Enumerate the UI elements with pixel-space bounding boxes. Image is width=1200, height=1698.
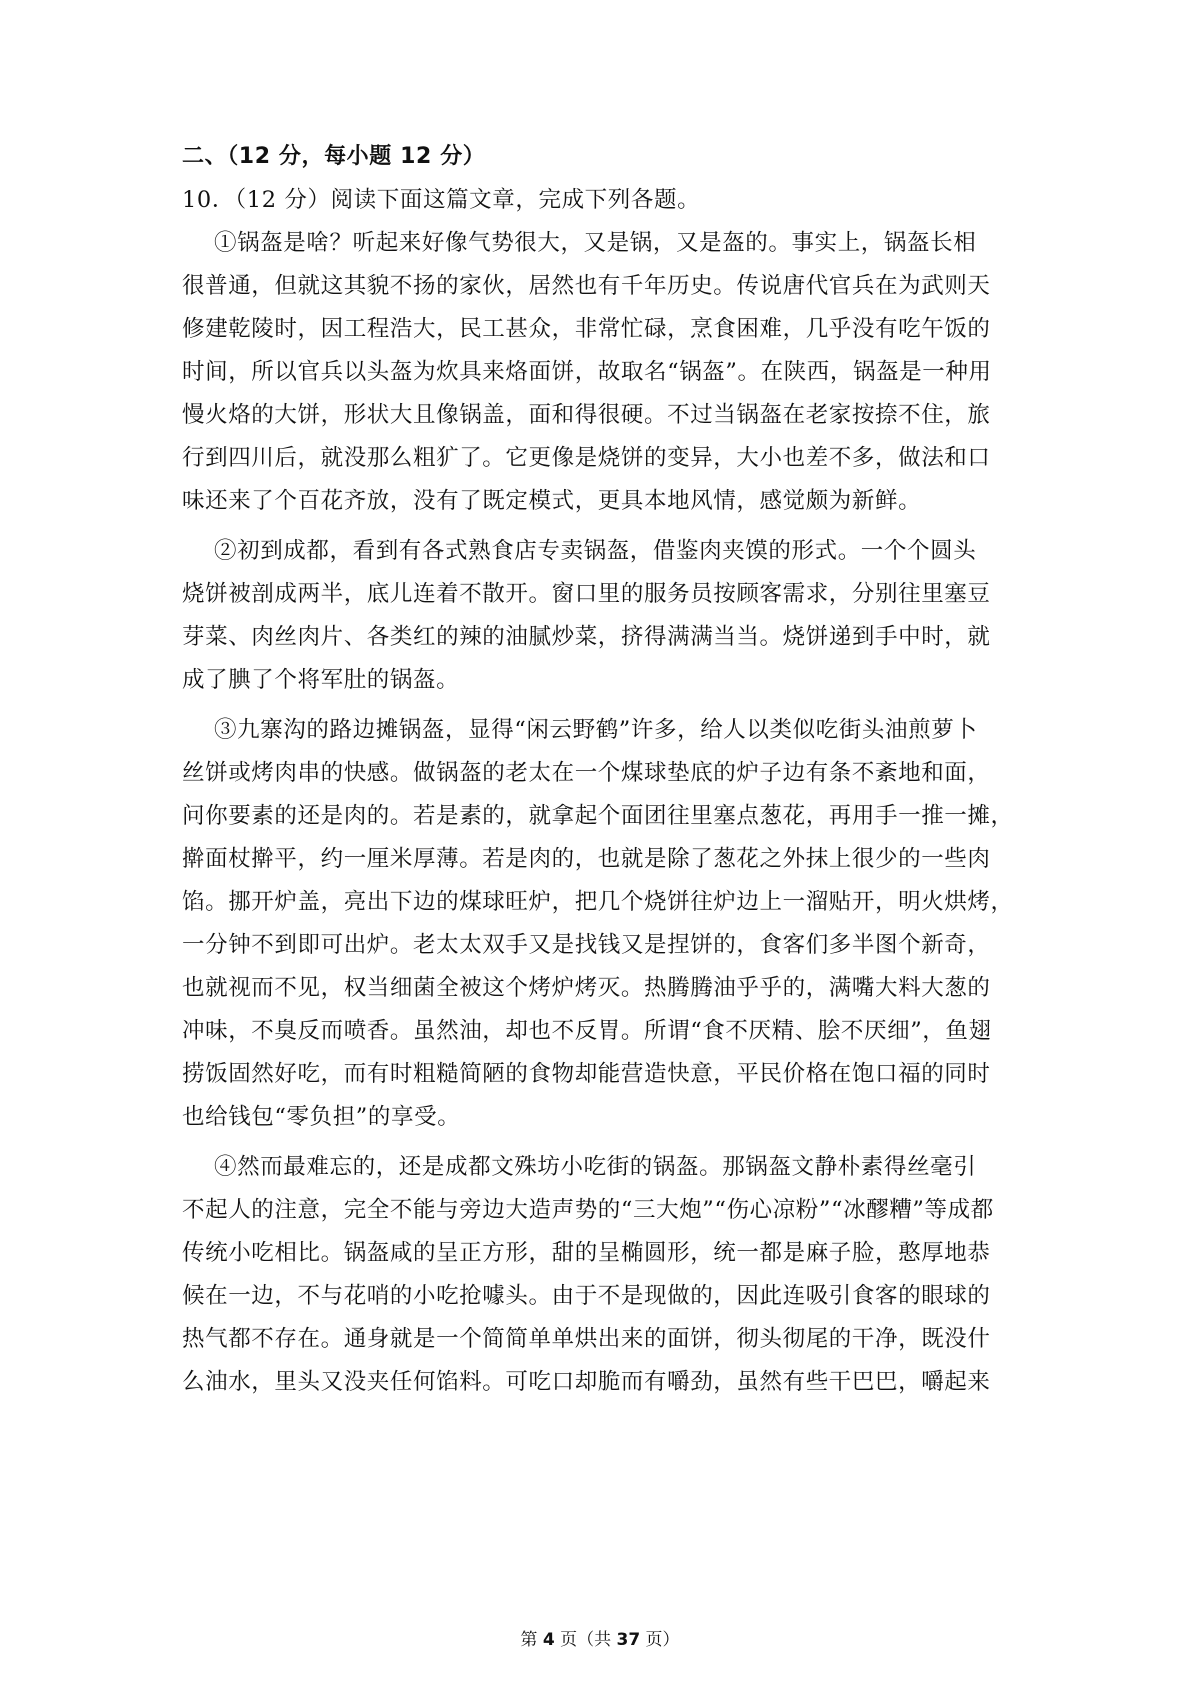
text-line: 时间，所以官兵以头盔为炊具来烙面饼，故取名“锅盔”。在陕西，锅盔是一种用 bbox=[182, 359, 992, 385]
footer-middle: 页（共 bbox=[554, 1630, 617, 1650]
section-heading: 二、（12 分，每小题 12 分） bbox=[182, 144, 486, 169]
text-line: 芽菜、肉丝肉片、各类红的辣的油腻炒菜，挤得满满当当。烧饼递到手中时，就 bbox=[182, 624, 991, 650]
text-line: ①锅盔是啥？听起来好像气势很大，又是锅，又是盔的。事实上，锅盔长相 bbox=[214, 230, 977, 256]
text-line: 热气都不存在。通身就是一个简简单单烘出来的面饼，彻头彻尾的干净，既没什 bbox=[182, 1326, 991, 1352]
text-line: 捞饭固然好吃，而有时粗糙简陋的食物却能营造快意，平民价格在饱口福的同时 bbox=[182, 1061, 991, 1087]
text-line: 传统小吃相比。锅盔咸的呈正方形，甜的呈椭圆形，统一都是麻子脸，憨厚地恭 bbox=[182, 1240, 991, 1266]
text-line: 擀面杖擀平，约一厘米厚薄。若是肉的，也就是除了葱花之外抹上很少的一些肉 bbox=[182, 846, 991, 872]
text-line: ②初到成都，看到有各式熟食店专卖锅盔，借鉴肉夹馍的形式。一个个圆头 bbox=[214, 538, 977, 564]
text-line: 慢火烙的大饼，形状大且像锅盖，面和得很硬。不过当锅盔在老家按捺不住，旅 bbox=[182, 402, 991, 428]
footer-total-pages: 37 bbox=[616, 1630, 641, 1650]
footer-page-number: 4 bbox=[542, 1630, 555, 1650]
question-prompt: 10．（12 分）阅读下面这篇文章，完成下列各题。 bbox=[182, 187, 701, 213]
text-line: 成了腆了个将军肚的锅盔。 bbox=[182, 667, 460, 693]
footer-suffix: 页） bbox=[640, 1630, 680, 1650]
text-line: 很普通，但就这其貌不扬的家伙，居然也有千年历史。传说唐代官兵在为武则天 bbox=[182, 273, 991, 299]
text-line: 修建乾陵时，因工程浩大，民工甚众，非常忙碌，烹食困难，几乎没有吃午饭的 bbox=[182, 316, 991, 342]
footer-prefix: 第 bbox=[520, 1630, 543, 1650]
text-line: 也就视而不见，权当细菌全被这个烤炉烤灭。热腾腾油乎乎的，满嘴大料大葱的 bbox=[182, 975, 991, 1001]
text-line: ④然而最难忘的，还是成都文殊坊小吃街的锅盔。那锅盔文静朴素得丝毫引 bbox=[214, 1154, 977, 1180]
text-line: 味还来了个百花齐放，没有了既定模式，更具本地风情，感觉颇为新鲜。 bbox=[182, 488, 922, 514]
text-line: 也给钱包“零负担”的享受。 bbox=[182, 1104, 461, 1130]
text-line: 冲味，不臭反而喷香。虽然油，却也不反胃。所谓“食不厌精、脍不厌细”，鱼翅 bbox=[182, 1018, 992, 1044]
text-line: 馅。挪开炉盖，亮出下边的煤球旺炉，把几个烧饼往炉边上一溜贴开，明火烘烤， bbox=[182, 889, 1014, 915]
text-line: 烧饼被剖成两半，底儿连着不散开。窗口里的服务员按顾客需求，分别往里塞豆 bbox=[182, 581, 991, 607]
text-line: 一分钟不到即可出炉。老太太双手又是找钱又是捏饼的，食客们多半图个新奇， bbox=[182, 932, 991, 958]
text-line: 问你要素的还是肉的。若是素的，就拿起个面团往里塞点葱花，再用手一推一摊， bbox=[182, 803, 1014, 829]
text-line: 候在一边，不与花哨的小吃抢噱头。由于不是现做的，因此连吸引食客的眼球的 bbox=[182, 1283, 991, 1309]
text-line: 么油水，里头又没夹任何馅料。可吃口却脆而有嚼劲，虽然有些干巴巴，嚼起来 bbox=[182, 1369, 991, 1395]
text-line: 行到四川后，就没那么粗犷了。它更像是烧饼的变异，大小也差不多，做法和口 bbox=[182, 445, 991, 471]
page-footer bbox=[0, 1628, 1200, 1652]
text-line: ③九寨沟的路边摊锅盔，显得“闲云野鹤”许多，给人以类似吃街头油煎萝卜 bbox=[214, 717, 978, 743]
text-line: 不起人的注意，完全不能与旁边大造声势的“三大炮”“伤心凉粉”“冰醪糟”等成都 bbox=[182, 1197, 994, 1223]
text-line: 丝饼或烤肉串的快感。做锅盔的老太在一个煤球垫底的炉子边有条不紊地和面， bbox=[182, 760, 991, 786]
